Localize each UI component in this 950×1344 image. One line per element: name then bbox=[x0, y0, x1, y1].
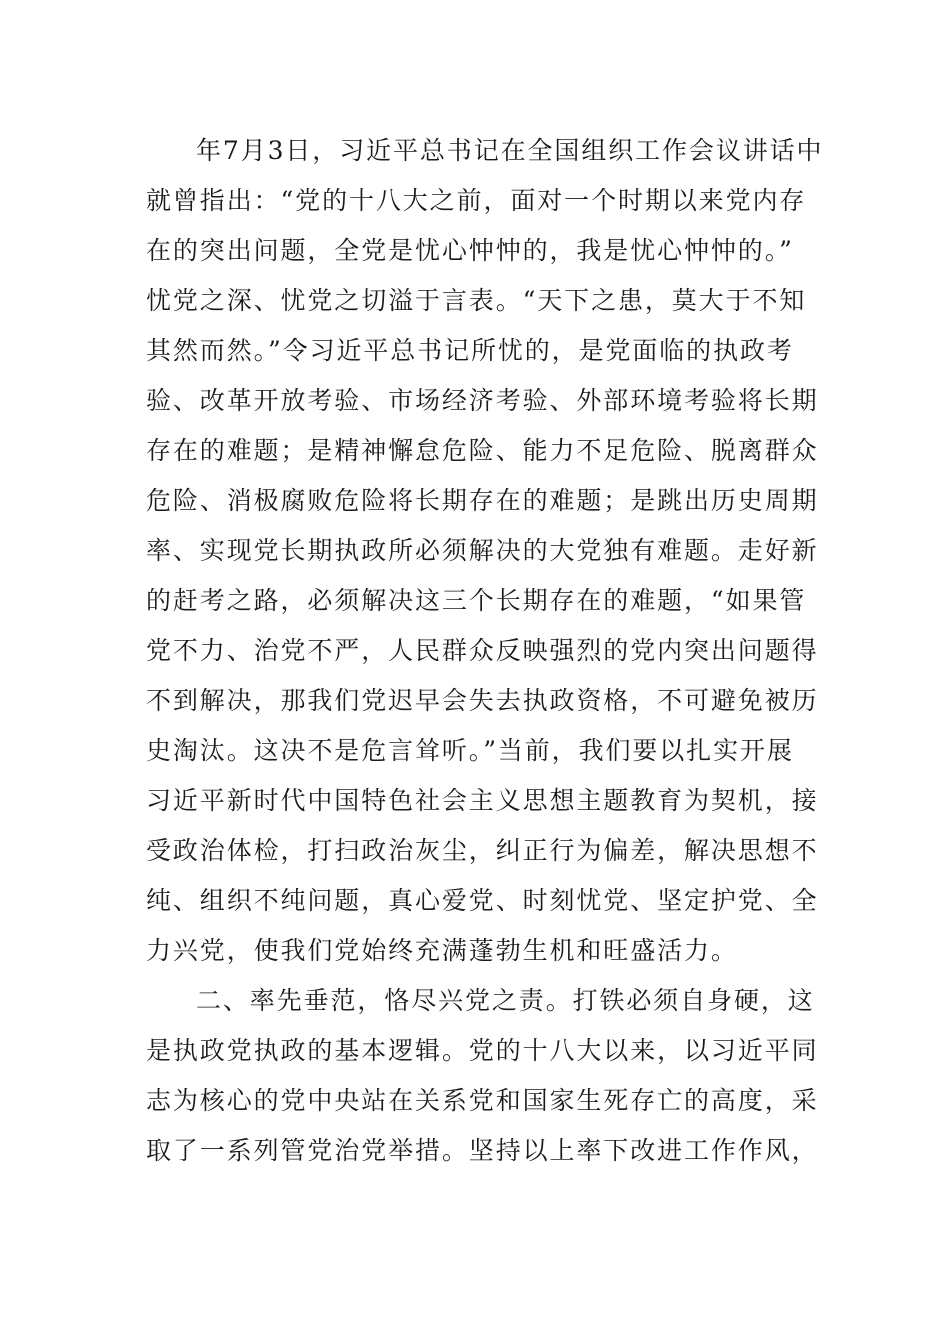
text-line: 是执政党执政的基本逻辑。党的十八大以来，以习近平同 bbox=[146, 1036, 819, 1065]
text-line: 存在的难题；是精神懈怠危险、能力不足危险、脱离群众 bbox=[146, 436, 819, 465]
text-line: 党不力、治党不严，人民群众反映强烈的党内突出问题得 bbox=[146, 636, 819, 665]
text-line: 危险、消极腐败危险将长期存在的难题；是跳出历史周期 bbox=[146, 486, 819, 515]
text-line: 不到解决，那我们党迟早会失去执政资格，不可避免被历 bbox=[146, 686, 819, 715]
text-line: 力兴党，使我们党始终充满蓬勃生机和旺盛活力。 bbox=[146, 936, 738, 965]
text-line: 率、实现党长期执政所必须解决的大党独有难题。走好新 bbox=[146, 536, 819, 565]
text-line: 在的突出问题，全党是忧心忡忡的，我是忧心忡忡的。” bbox=[146, 236, 794, 265]
text-line: 纯、组织不纯问题，真心爱党、时刻忧党、坚定护党、全 bbox=[146, 886, 819, 915]
text-line: 取了一系列管党治党举措。坚持以上率下改进工作作风， bbox=[146, 1136, 819, 1165]
section-heading-line: 二、率先垂范，恪尽兴党之责。打铁必须自身硬，这 bbox=[196, 986, 815, 1015]
text-line: 其然而然。”令习近平总书记所忧的，是党面临的执政考 bbox=[146, 336, 794, 365]
text-line: 年7月3日，习近平总书记在全国组织工作会议讲话中 bbox=[196, 136, 824, 165]
text-line: 受政治体检，打扫政治灰尘，纠正行为偏差，解决思想不 bbox=[146, 836, 819, 865]
text-line: 忧党之深、忧党之切溢于言表。“天下之患，莫大于不知 bbox=[146, 286, 807, 315]
text-line: 的赶考之路，必须解决这三个长期存在的难题，“如果管 bbox=[146, 586, 807, 615]
text-line: 习近平新时代中国特色社会主义思想主题教育为契机，接 bbox=[146, 786, 819, 815]
text-line: 史淘汰。这决不是危言耸听。”当前，我们要以扎实开展 bbox=[146, 736, 794, 765]
text-line: 就曾指出：“党的十八大之前，面对一个时期以来党内存 bbox=[146, 186, 807, 215]
text-line: 志为核心的党中央站在关系党和国家生死存亡的高度，采 bbox=[146, 1086, 819, 1115]
text-line: 验、改革开放考验、市场经济考验、外部环境考验将长期 bbox=[146, 386, 819, 415]
